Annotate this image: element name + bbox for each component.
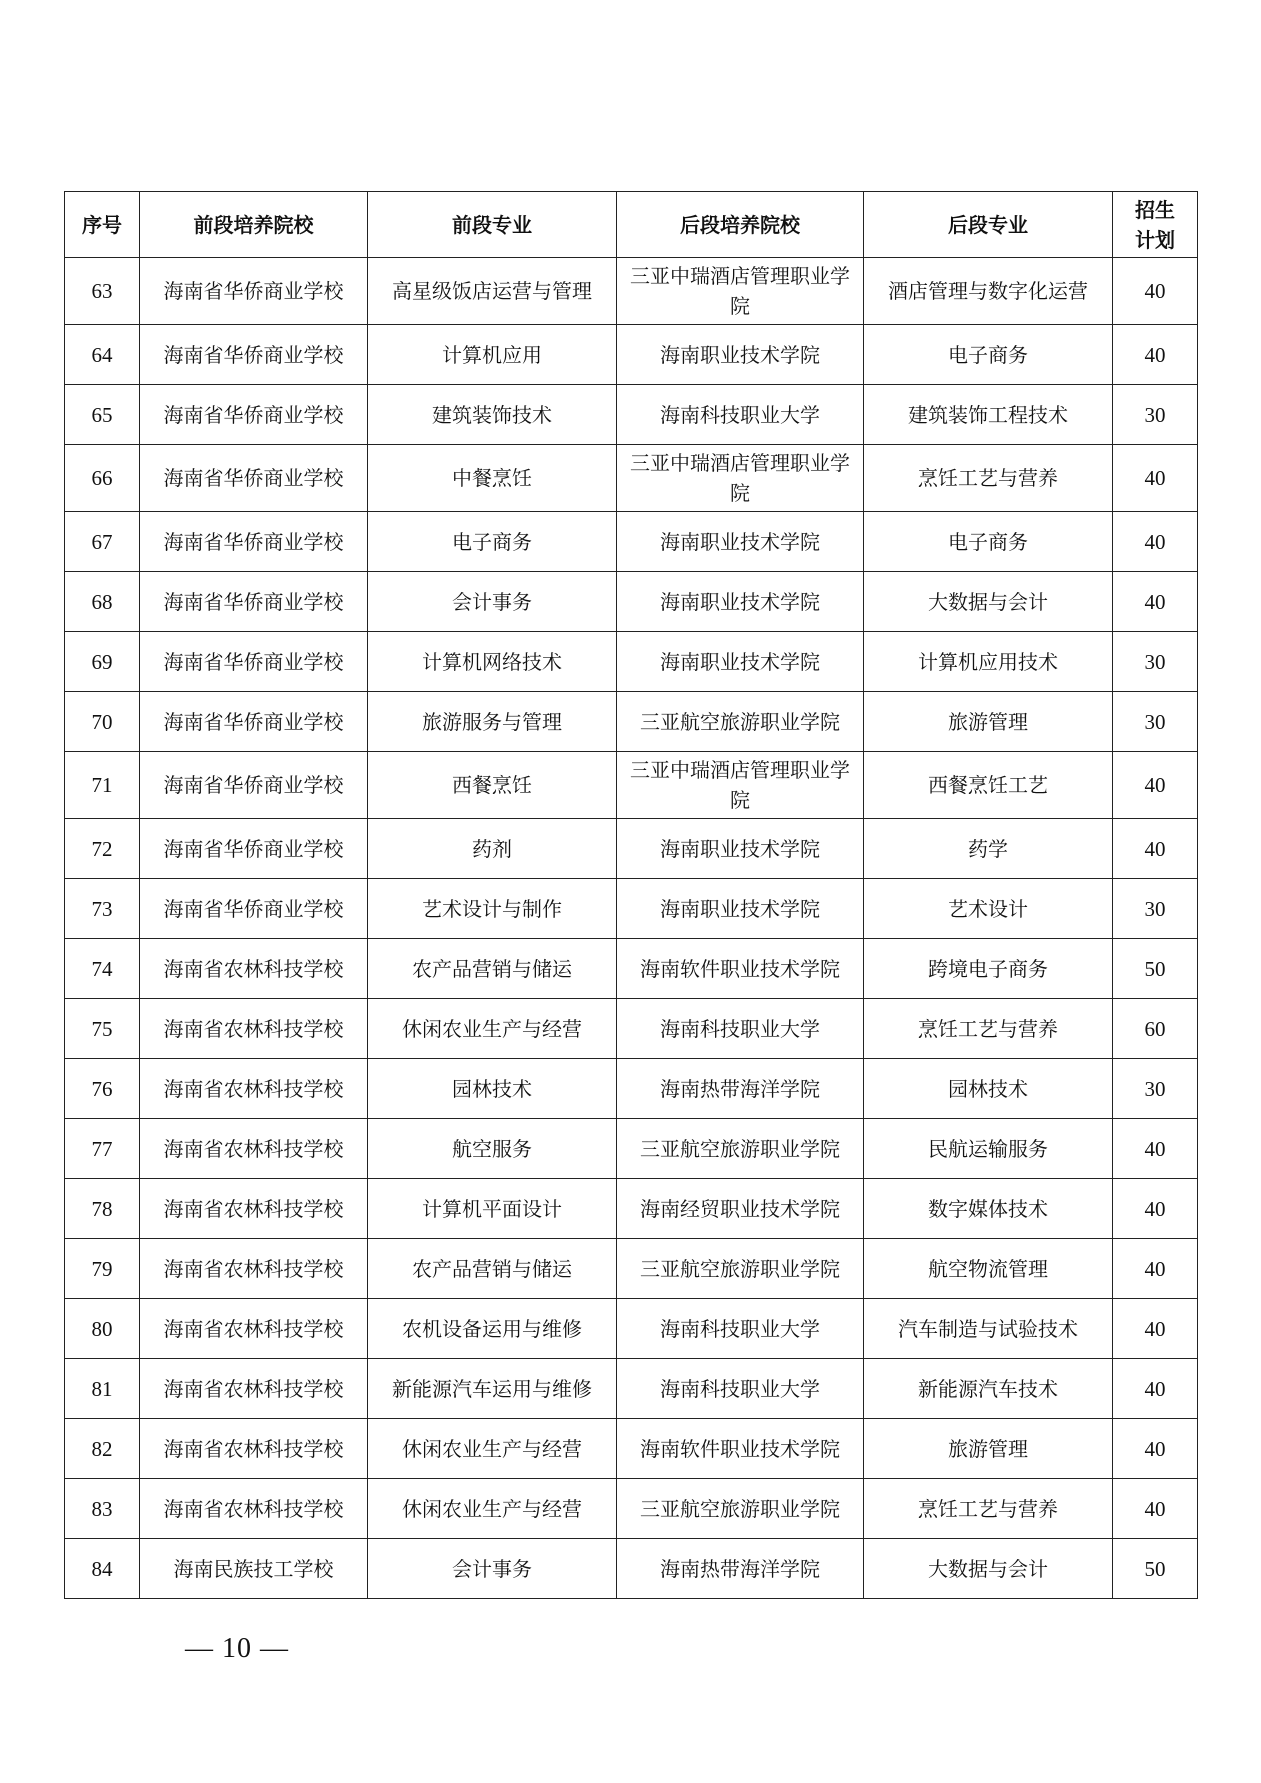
table-row <box>65 632 1198 692</box>
back-major-cell: 药学 <box>864 819 1113 879</box>
row-index-cell: 76 <box>65 1059 140 1119</box>
front-school-cell: 海南省华侨商业学校 <box>140 445 368 512</box>
front-school-cell: 海南省华侨商业学校 <box>140 752 368 819</box>
enrollment-plan-cell: 30 <box>1113 632 1198 692</box>
front-school-cell: 海南省农林科技学校 <box>140 939 368 999</box>
back-school-cell: 三亚航空旅游职业学院 <box>617 1239 864 1299</box>
row-index-cell: 74 <box>65 939 140 999</box>
front-major-cell: 农机设备运用与维修 <box>368 1299 617 1359</box>
back-school-cell: 海南科技职业大学 <box>617 385 864 445</box>
front-school-cell: 海南省华侨商业学校 <box>140 385 368 445</box>
table-row <box>65 512 1198 572</box>
back-major-cell: 酒店管理与数字化运营 <box>864 258 1113 325</box>
enrollment-plan-cell: 40 <box>1113 1299 1198 1359</box>
table-row <box>65 1239 1198 1299</box>
table-row <box>65 1299 1198 1359</box>
front-school-cell: 海南省华侨商业学校 <box>140 325 368 385</box>
back-school-cell: 海南科技职业大学 <box>617 1299 864 1359</box>
header-index-text: 序号 <box>82 212 122 237</box>
table-row <box>65 1419 1198 1479</box>
back-school-cell: 三亚航空旅游职业学院 <box>617 692 864 752</box>
back-school-cell: 海南软件职业技术学院 <box>617 939 864 999</box>
front-major-cell: 农产品营销与储运 <box>368 939 617 999</box>
back-school-cell: 三亚中瑞酒店管理职业学院 <box>617 258 864 325</box>
front-school-cell: 海南省农林科技学校 <box>140 1059 368 1119</box>
back-school-cell: 海南热带海洋学院 <box>617 1059 864 1119</box>
enrollment-plan-cell: 60 <box>1113 999 1198 1059</box>
back-major-cell: 航空物流管理 <box>864 1239 1113 1299</box>
enrollment-plan-cell: 40 <box>1113 325 1198 385</box>
row-index-cell: 68 <box>65 572 140 632</box>
back-school-cell: 海南职业技术学院 <box>617 632 864 692</box>
table-row <box>65 1059 1198 1119</box>
front-major-cell: 计算机网络技术 <box>368 632 617 692</box>
front-major-cell: 旅游服务与管理 <box>368 692 617 752</box>
row-index-cell: 84 <box>65 1539 140 1599</box>
back-school-cell: 海南科技职业大学 <box>617 1359 864 1419</box>
header-back-school <box>617 192 864 258</box>
enrollment-plan-cell: 40 <box>1113 1119 1198 1179</box>
front-school-cell: 海南民族技工学校 <box>140 1539 368 1599</box>
front-major-cell: 电子商务 <box>368 512 617 572</box>
header-front-major <box>368 192 617 258</box>
front-school-cell: 海南省华侨商业学校 <box>140 632 368 692</box>
back-major-cell: 汽车制造与试验技术 <box>864 1299 1113 1359</box>
enrollment-plan-cell: 40 <box>1113 1479 1198 1539</box>
row-index-cell: 78 <box>65 1179 140 1239</box>
back-major-cell: 旅游管理 <box>864 692 1113 752</box>
table-row <box>65 385 1198 445</box>
enrollment-plan-cell: 30 <box>1113 385 1198 445</box>
back-major-cell: 烹饪工艺与营养 <box>864 1479 1113 1539</box>
row-index-cell: 81 <box>65 1359 140 1419</box>
enrollment-plan-cell: 40 <box>1113 1179 1198 1239</box>
row-index-cell: 69 <box>65 632 140 692</box>
front-major-cell: 高星级饭店运营与管理 <box>368 258 617 325</box>
table-row <box>65 999 1198 1059</box>
enrollment-plan-cell: 40 <box>1113 445 1198 512</box>
header-back-major-text: 后段专业 <box>948 212 1028 237</box>
table-row <box>65 692 1198 752</box>
header-front-school-text: 前段培养院校 <box>193 212 314 237</box>
row-index-cell: 67 <box>65 512 140 572</box>
front-major-cell: 休闲农业生产与经营 <box>368 999 617 1059</box>
back-major-cell: 电子商务 <box>864 512 1113 572</box>
table-header-row <box>65 192 1198 258</box>
front-school-cell: 海南省农林科技学校 <box>140 1479 368 1539</box>
front-major-cell: 计算机应用 <box>368 325 617 385</box>
header-enrollment-plan-text: 计划 <box>1135 227 1175 252</box>
back-school-cell: 海南软件职业技术学院 <box>617 1419 864 1479</box>
front-major-cell: 计算机平面设计 <box>368 1179 617 1239</box>
front-school-cell: 海南省华侨商业学校 <box>140 258 368 325</box>
table-row <box>65 939 1198 999</box>
table-row <box>65 1119 1198 1179</box>
enrollment-plan-cell: 40 <box>1113 572 1198 632</box>
back-school-cell: 三亚航空旅游职业学院 <box>617 1479 864 1539</box>
front-major-cell: 会计事务 <box>368 1539 617 1599</box>
enrollment-plan-cell: 40 <box>1113 1359 1198 1419</box>
table-row <box>65 1479 1198 1539</box>
enrollment-plan-cell: 30 <box>1113 1059 1198 1119</box>
row-index-cell: 63 <box>65 258 140 325</box>
table-row <box>65 752 1198 819</box>
back-major-cell: 计算机应用技术 <box>864 632 1113 692</box>
enrollment-plan-cell: 40 <box>1113 819 1198 879</box>
front-school-cell: 海南省华侨商业学校 <box>140 819 368 879</box>
front-major-cell: 休闲农业生产与经营 <box>368 1479 617 1539</box>
front-major-cell: 中餐烹饪 <box>368 445 617 512</box>
enrollment-plan-cell: 30 <box>1113 692 1198 752</box>
back-school-cell: 海南职业技术学院 <box>617 512 864 572</box>
header-back-major <box>864 192 1113 258</box>
back-school-cell: 海南经贸职业技术学院 <box>617 1179 864 1239</box>
table-row <box>65 1359 1198 1419</box>
header-index <box>65 192 140 258</box>
front-school-cell: 海南省农林科技学校 <box>140 1239 368 1299</box>
page-number: — 10 — <box>185 1633 289 1664</box>
front-major-cell: 农产品营销与储运 <box>368 1239 617 1299</box>
enrollment-plan-cell: 40 <box>1113 1239 1198 1299</box>
header-enrollment-plan-text: 招生 <box>1135 197 1175 222</box>
front-school-cell: 海南省农林科技学校 <box>140 1179 368 1239</box>
back-major-cell: 烹饪工艺与营养 <box>864 445 1113 512</box>
front-school-cell: 海南省农林科技学校 <box>140 999 368 1059</box>
front-school-cell: 海南省农林科技学校 <box>140 1359 368 1419</box>
row-index-cell: 83 <box>65 1479 140 1539</box>
table-row <box>65 325 1198 385</box>
back-major-cell: 大数据与会计 <box>864 1539 1113 1599</box>
row-index-cell: 65 <box>65 385 140 445</box>
row-index-cell: 64 <box>65 325 140 385</box>
back-major-cell: 数字媒体技术 <box>864 1179 1113 1239</box>
back-major-cell: 跨境电子商务 <box>864 939 1113 999</box>
enrollment-plan-cell: 30 <box>1113 879 1198 939</box>
back-school-cell: 海南职业技术学院 <box>617 879 864 939</box>
table-row <box>65 572 1198 632</box>
row-index-cell: 75 <box>65 999 140 1059</box>
enrollment-plan-cell: 40 <box>1113 752 1198 819</box>
front-major-cell: 会计事务 <box>368 572 617 632</box>
row-index-cell: 66 <box>65 445 140 512</box>
row-index-cell: 80 <box>65 1299 140 1359</box>
front-school-cell: 海南省农林科技学校 <box>140 1119 368 1179</box>
back-school-cell: 三亚中瑞酒店管理职业学院 <box>617 445 864 512</box>
enrollment-plan-cell: 40 <box>1113 1419 1198 1479</box>
front-major-cell: 建筑装饰技术 <box>368 385 617 445</box>
enrollment-plan-cell: 40 <box>1113 512 1198 572</box>
front-school-cell: 海南省华侨商业学校 <box>140 692 368 752</box>
back-major-cell: 旅游管理 <box>864 1419 1113 1479</box>
enrollment-table <box>64 191 1198 1599</box>
header-back-school-text: 后段培养院校 <box>680 212 800 237</box>
enrollment-plan-cell: 40 <box>1113 258 1198 325</box>
table-row <box>65 1179 1198 1239</box>
back-major-cell: 新能源汽车技术 <box>864 1359 1113 1419</box>
table-row <box>65 445 1198 512</box>
front-major-cell: 休闲农业生产与经营 <box>368 1419 617 1479</box>
back-major-cell: 西餐烹饪工艺 <box>864 752 1113 819</box>
back-school-cell: 海南职业技术学院 <box>617 819 864 879</box>
back-major-cell: 艺术设计 <box>864 879 1113 939</box>
header-front-major-text: 前段专业 <box>452 212 532 237</box>
row-index-cell: 73 <box>65 879 140 939</box>
row-index-cell: 72 <box>65 819 140 879</box>
front-school-cell: 海南省华侨商业学校 <box>140 879 368 939</box>
front-school-cell: 海南省华侨商业学校 <box>140 512 368 572</box>
table-row <box>65 1539 1198 1599</box>
row-index-cell: 71 <box>65 752 140 819</box>
front-major-cell: 新能源汽车运用与维修 <box>368 1359 617 1419</box>
enrollment-plan-cell: 50 <box>1113 1539 1198 1599</box>
front-major-cell: 药剂 <box>368 819 617 879</box>
front-school-cell: 海南省农林科技学校 <box>140 1419 368 1479</box>
back-school-cell: 三亚中瑞酒店管理职业学院 <box>617 752 864 819</box>
row-index-cell: 77 <box>65 1119 140 1179</box>
row-index-cell: 82 <box>65 1419 140 1479</box>
back-major-cell: 建筑装饰工程技术 <box>864 385 1113 445</box>
back-major-cell: 电子商务 <box>864 325 1113 385</box>
back-major-cell: 大数据与会计 <box>864 572 1113 632</box>
header-front-school <box>140 192 368 258</box>
back-school-cell: 海南职业技术学院 <box>617 325 864 385</box>
back-major-cell: 民航运输服务 <box>864 1119 1113 1179</box>
table-body <box>65 258 1198 1599</box>
table-row <box>65 819 1198 879</box>
back-major-cell: 园林技术 <box>864 1059 1113 1119</box>
row-index-cell: 70 <box>65 692 140 752</box>
enrollment-plan-cell: 50 <box>1113 939 1198 999</box>
header-enrollment-plan <box>1113 192 1198 258</box>
front-school-cell: 海南省农林科技学校 <box>140 1299 368 1359</box>
back-school-cell: 海南科技职业大学 <box>617 999 864 1059</box>
front-major-cell: 西餐烹饪 <box>368 752 617 819</box>
table-row <box>65 258 1198 325</box>
front-major-cell: 园林技术 <box>368 1059 617 1119</box>
table-row <box>65 879 1198 939</box>
row-index-cell: 79 <box>65 1239 140 1299</box>
front-major-cell: 航空服务 <box>368 1119 617 1179</box>
back-school-cell: 海南职业技术学院 <box>617 572 864 632</box>
front-major-cell: 艺术设计与制作 <box>368 879 617 939</box>
back-major-cell: 烹饪工艺与营养 <box>864 999 1113 1059</box>
back-school-cell: 三亚航空旅游职业学院 <box>617 1119 864 1179</box>
back-school-cell: 海南热带海洋学院 <box>617 1539 864 1599</box>
front-school-cell: 海南省华侨商业学校 <box>140 572 368 632</box>
